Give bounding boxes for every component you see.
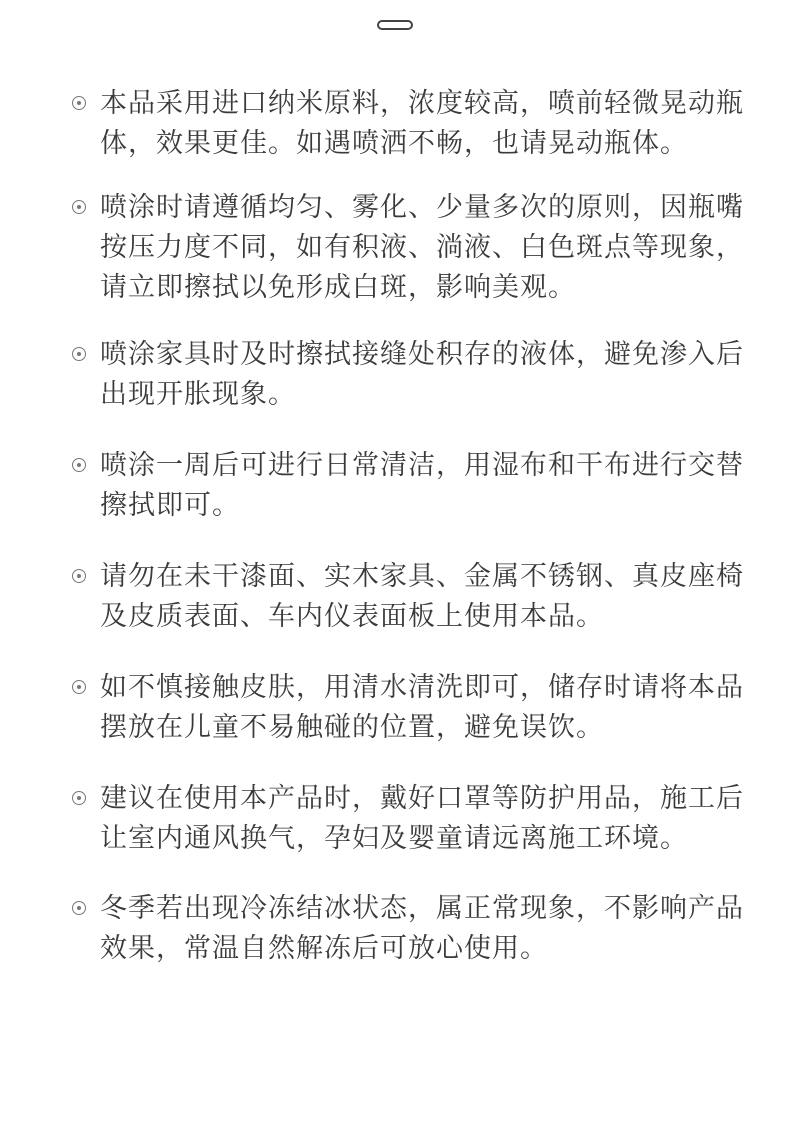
list-item xyxy=(72,668,752,748)
circle-bullet-icon xyxy=(72,791,86,805)
circle-bullet-icon xyxy=(72,569,86,583)
list-item-text: 如不慎接触皮肤，用清水清洗即可，储存时请将本品摆放在儿童不易触碰的位置，避免误饮。 xyxy=(100,672,744,743)
circle-bullet-icon xyxy=(72,901,86,915)
drag-handle[interactable] xyxy=(377,20,413,30)
circle-bullet-icon xyxy=(72,96,86,110)
list-item-text: 本品采用进口纳米原料，浓度较高，喷前轻微晃动瓶体，效果更佳。如遇喷洒不畅，也请晃动瓶体。 xyxy=(100,88,744,159)
circle-bullet-icon xyxy=(72,347,86,361)
list-item xyxy=(72,779,752,859)
list-item-text: 建议在使用本产品时，戴好口罩等防护用品，施工后让室内通风换气，孕妇及婴童请远离施工环境。 xyxy=(100,783,744,854)
circle-bullet-icon xyxy=(72,458,86,472)
list-item xyxy=(72,335,752,415)
list-item xyxy=(72,557,752,637)
usage-notes-list xyxy=(72,84,752,969)
list-item-text: 冬季若出现冷冻结冰状态，属正常现象，不影响产品效果，常温自然解冻后可放心使用。 xyxy=(100,893,744,964)
list-item xyxy=(72,84,752,164)
list-item xyxy=(72,446,752,526)
list-item-text: 请勿在未干漆面、实木家具、金属不锈钢、真皮座椅及皮质表面、车内仪表面板上使用本品。 xyxy=(100,561,744,632)
circle-bullet-icon xyxy=(72,200,86,214)
list-item-text: 喷涂家具时及时擦拭接缝处积存的液体，避免渗入后出现开胀现象。 xyxy=(100,339,744,410)
list-item xyxy=(72,889,752,969)
list-item xyxy=(72,188,752,308)
list-item-text: 喷涂时请遵循均匀、雾化、少量多次的原则，因瓶嘴按压力度不同，如有积液、淌液、白色斑点等现象，请立即擦拭以免形成白斑，影响美观。 xyxy=(100,192,744,303)
circle-bullet-icon xyxy=(72,680,86,694)
list-item-text: 喷涂一周后可进行日常清洁，用湿布和干布进行交替擦拭即可。 xyxy=(100,450,744,521)
